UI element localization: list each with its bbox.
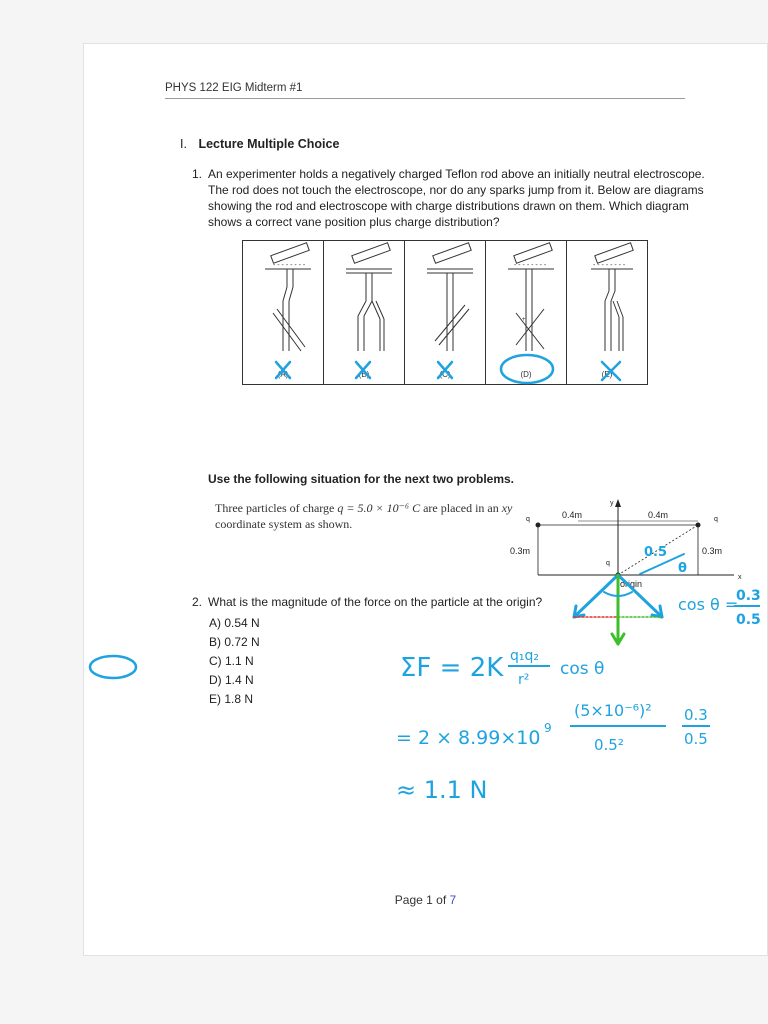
panel-label: (D) — [520, 370, 532, 379]
cos-numerator: 0.3 — [736, 588, 761, 604]
selected-answer-circle — [90, 656, 136, 678]
panel-label: (B) — [358, 370, 370, 379]
section-heading — [180, 137, 339, 151]
question-text: An experimenter holds a negatively charged Teflon rod above an initially neutral electroscope. The rod does not touch the electroscope, nor do any sparks jump from it. Below are diagrams showing the rod and electroscope with charge distributions drawn on them. Which diagram shows a correct vane position plus charge distribution? — [208, 167, 705, 229]
question-number: 1. — [192, 167, 203, 181]
question-2 — [192, 595, 542, 609]
theta-note: θ — [678, 561, 687, 576]
charge-product: q₁q₂ — [510, 648, 539, 664]
choice-a[interactable]: A) 0.54 N — [209, 616, 260, 630]
choice-e[interactable]: E) 1.8 N — [209, 692, 254, 706]
situation-text — [215, 500, 515, 532]
panel-e[interactable] — [567, 241, 647, 384]
coordinate-diagram — [510, 499, 754, 589]
distance-note: 0.5 — [644, 545, 668, 560]
situation-instruction: Use the following situation for the next two problems. — [208, 472, 515, 486]
question-text: What is the magnitude of the force on the particle at the origin? — [208, 595, 543, 609]
exponent: 9 — [544, 721, 552, 735]
panel-a[interactable] — [243, 241, 324, 384]
svg-text:- - - - - - - -: - - - - - - - - — [514, 262, 547, 269]
choice-b[interactable]: B) 0.72 N — [209, 635, 260, 649]
cos-equation: cos θ = — [678, 595, 739, 614]
situation-text-middle: are placed in an — [420, 501, 502, 515]
choice-c[interactable]: C) 1.1 N — [209, 654, 254, 668]
choice-d[interactable]: D) 1.4 N — [209, 673, 254, 687]
svg-text:- - - - - - - -: - - - - - - - - — [273, 262, 306, 269]
ratio-denominator: 0.5 — [684, 730, 708, 748]
ratio-numerator: 0.3 — [684, 706, 708, 724]
section-title: Lecture Multiple Choice — [198, 137, 340, 151]
origin-label: origin — [620, 579, 643, 589]
panel-c[interactable] — [405, 241, 486, 384]
electroscope-diagram — [243, 241, 323, 384]
left-height: 0.3m — [510, 546, 531, 556]
right-distance: 0.4m — [648, 510, 669, 520]
x-axis-label: x — [738, 574, 742, 581]
electroscope-diagram — [486, 241, 566, 384]
y-axis-label: y — [610, 500, 614, 507]
situation-text-before: Three particles of charge — [215, 501, 338, 515]
distance-squared: r² — [518, 672, 530, 688]
panel-d[interactable] — [486, 241, 567, 384]
final-answer: ≈ 1.1 N — [396, 776, 488, 804]
right-charge-label: q — [714, 516, 718, 523]
page-indicator: Page 1 of — [394, 893, 450, 907]
electroscope-figure — [242, 240, 648, 385]
distance-value: 0.5² — [594, 736, 624, 754]
panel-b[interactable] — [324, 241, 405, 384]
right-height: 0.3m — [702, 546, 723, 556]
angle-arc — [604, 592, 632, 596]
numeric-expression: = 2 × 8.99×10 — [396, 727, 541, 749]
section-number: I. — [180, 137, 187, 151]
electroscope-diagram — [567, 241, 647, 384]
total-pages-link[interactable]: 7 — [449, 893, 457, 907]
left-distance: 0.4m — [562, 510, 583, 520]
panel-label: (E) — [601, 370, 613, 379]
xy-label: xy — [501, 501, 513, 515]
svg-text:+: + — [522, 317, 526, 323]
question-1 — [192, 166, 722, 230]
panel-label: (A) — [277, 370, 289, 379]
cos-term: cos θ — [560, 659, 605, 679]
sum-force-label: ΣF = 2K — [400, 653, 504, 683]
svg-text:- - - - - - - -: - - - - - - - - — [593, 262, 626, 269]
cos-denominator: 0.5 — [736, 612, 761, 628]
left-charge-label: q — [526, 516, 530, 523]
electroscope-diagram — [405, 241, 485, 384]
situation-text-after: coordinate system as shown. — [215, 517, 353, 531]
electroscope-diagram — [324, 241, 404, 384]
page-header: PHYS 122 EIG Midterm #1 — [165, 82, 685, 99]
charge-squared: (5×10⁻⁶)² — [574, 701, 652, 720]
page-footer — [84, 893, 767, 907]
question-number: 2. — [192, 595, 203, 609]
document-page — [83, 43, 768, 956]
origin-charge-label: q — [606, 560, 610, 567]
panel-label: (C) — [439, 370, 451, 379]
answer-choices — [209, 614, 260, 709]
charge-formula: q = 5.0 × 10⁻⁶ C — [337, 501, 421, 515]
